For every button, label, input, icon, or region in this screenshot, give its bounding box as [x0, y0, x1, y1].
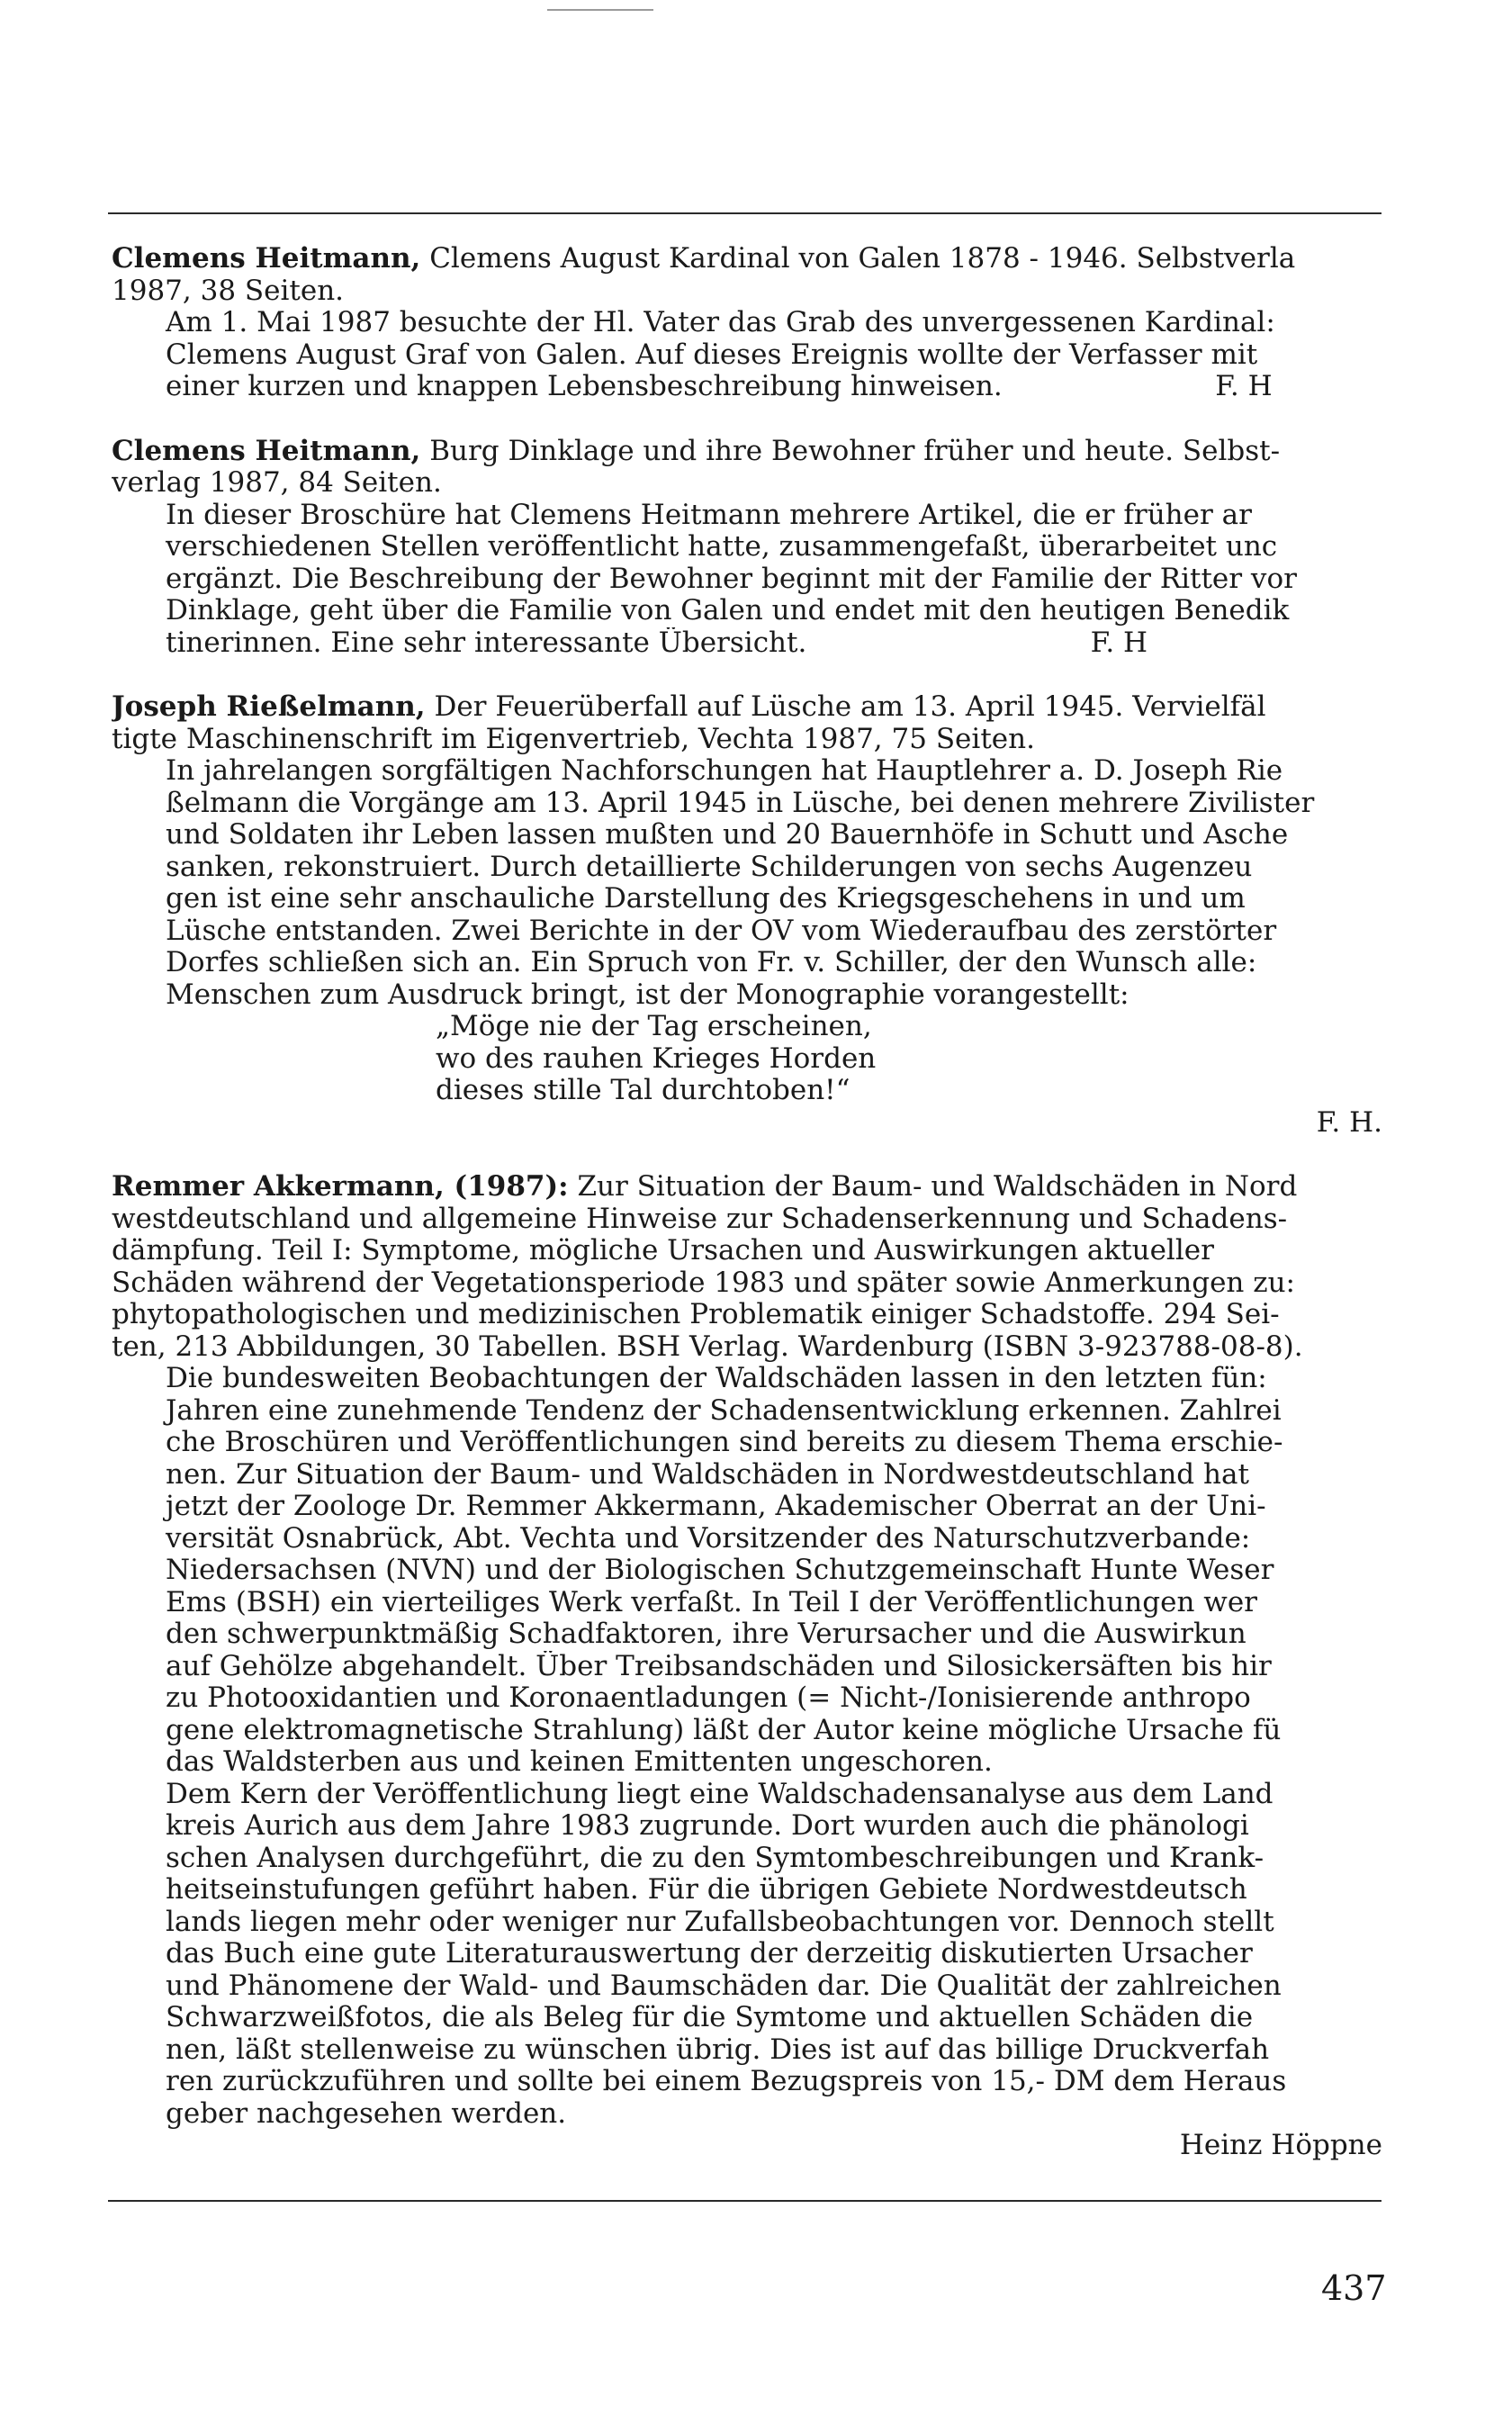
text-line [112, 691, 1390, 724]
text-line: phytopathologischen und medizinischen Problematik einiger Schadstoffe. 294 Sei- [112, 1299, 1280, 1330]
reviewer-signature: Heinz Höppne [1179, 2130, 1382, 2161]
review-entry [112, 436, 1390, 660]
text-line: 1987, 38 Seiten. [112, 275, 345, 307]
text-line: lands liegen mehr oder weniger nur Zufallsbeobachtungen vor. Dennoch stellt [166, 1906, 1274, 1938]
book-author: Joseph Rießelmann, [112, 691, 426, 723]
text-line: und Phänomene der Wald- und Baumschäden dar. Die Qualität der zahlreichen [166, 1970, 1282, 2002]
review-entry [112, 243, 1390, 403]
review-entry [112, 691, 1390, 1139]
reviewer-signature: F. H. [1316, 1106, 1382, 1139]
text-line: das Buch eine gute Literaturauswertung der derzeitig diskutierten Ursacher [166, 1938, 1253, 1970]
quote-line: „Möge nie der Tag erscheinen, [436, 1011, 872, 1042]
text-line: tigte Maschinenschrift im Eigenvertrieb, Vechta 1987, 75 Seiten. [112, 723, 1035, 755]
text-line: heitseinstufungen geführt haben. Für die übrigen Gebiete Nordwestdeutsch [166, 1874, 1247, 1906]
text-line: geber nachgesehen werden. [166, 2097, 567, 2130]
text-line: verschiedenen Stellen veröffentlicht hatte, zusammengefaßt, überarbeitet unc [166, 531, 1278, 563]
text-line: nen, läßt stellenweise zu wünschen übrig. Dies ist auf das billige Druckverfah [166, 2033, 1270, 2066]
text-line: das Waldsterben aus und keinen Emittenten ungeschoren. [166, 1746, 993, 1778]
text-line: ren zurückzuführen und sollte bei einem Bezugspreis von 15,- DM dem Heraus [166, 2066, 1287, 2097]
text-line: ten, 213 Abbildungen, 30 Tabellen. BSH Verlag. Wardenburg (ISBN 3-923788-08-8). [112, 1330, 1303, 1363]
text-line: ergänzt. Die Beschreibung der Bewohner beginnt mit der Familie der Ritter vor [166, 563, 1297, 595]
review-entry [112, 1171, 1390, 2162]
quote-line: wo des rauhen Krieges Horden [436, 1042, 877, 1075]
text-line: einer kurzen und knappen Lebensbeschreibung hinweisen. F. H [166, 371, 1273, 402]
book-author: Clemens Heitmann, [112, 243, 421, 275]
text-line: Clemens August Graf von Galen. Auf dieses Ereignis wollte der Verfasser mit [166, 338, 1258, 371]
text-line: Dem Kern der Veröffentlichung liegt eine Waldschadensanalyse aus dem Land [166, 1778, 1274, 1810]
text-line: auf Gehölze abgehandelt. Über Treibsandschäden und Silosickersäften bis hir [166, 1650, 1272, 1682]
text-line: Dinklage, geht über die Familie von Galen und endet mit den heutigen Benedik [166, 595, 1290, 627]
text-line: In dieser Broschüre hat Clemens Heitmann mehrere Artikel, die er früher ar [166, 499, 1252, 531]
text-line: sanken, rekonstruiert. Durch detaillierte Schilderungen von sechs Augenzeu [166, 851, 1253, 883]
text-line: In jahrelangen sorgfältigen Nachforschungen hat Hauptlehrer a. D. Joseph Rie [166, 755, 1283, 787]
text-line: kreis Aurich aus dem Jahre 1983 zugrunde. Dort wurden auch die phänologi [166, 1810, 1249, 1842]
text-line: westdeutschland und allgemeine Hinweise zur Schadenserkennung und Schadens- [112, 1203, 1288, 1235]
book-citation: Clemens August Kardinal von Galen 1878 - 1946. Selbstverla [420, 243, 1296, 275]
top-rule [108, 212, 1382, 214]
text-line: ßelmann die Vorgänge am 13. April 1945 in Lüsche, bei denen mehrere Zivilister [166, 787, 1315, 819]
text-line: Jahren eine zunehmende Tendenz der Schadensentwicklung erkennen. Zahlrei [166, 1394, 1282, 1427]
text-line [112, 436, 1390, 468]
text-line: Menschen zum Ausdruck bringt, ist der Monographie vorangestellt: [166, 978, 1130, 1011]
book-citation: Burg Dinklage und ihre Bewohner früher und heute. Selbst- [420, 435, 1281, 467]
text-line: Schwarzweißfotos, die als Beleg für die Symtome und aktuellen Schäden die [166, 2002, 1254, 2033]
book-citation: Zur Situation der Baum- und Waldschäden in Nord [568, 1171, 1298, 1203]
text-line: gene elektromagnetische Strahlung) läßt der Autor keine mögliche Ursache fü [166, 1714, 1282, 1746]
book-citation: Der Feuerüberfall auf Lüsche am 13. April 1945. Vervielfäl [425, 691, 1266, 723]
text-line: und Soldaten ihr Leben lassen mußten und 20 Bauernhöfe in Schutt und Asche [166, 819, 1289, 851]
text-line: che Broschüren und Veröffentlichungen sind bereits zu diesem Thema erschie- [166, 1427, 1283, 1458]
text-line: nen. Zur Situation der Baum- und Waldschäden in Nordwestdeutschland hat [166, 1458, 1249, 1491]
book-author: Clemens Heitmann, [112, 435, 421, 467]
book-author: Remmer Akkermann, (1987): [112, 1171, 569, 1203]
quote-line: dieses stille Tal durchtoben!“ [436, 1075, 850, 1106]
text-line: schen Analysen durchgeführt, die zu den Symtombeschreibungen und Krank- [166, 1842, 1264, 1874]
text-line: tinerinnen. Eine sehr interessante Übersicht. F. H [166, 627, 1148, 659]
text-line: Schäden während der Vegetationsperiode 1983 und später sowie Anmerkungen zu: [112, 1267, 1295, 1299]
top-decorative-line [547, 9, 653, 11]
text-line: Niedersachsen (NVN) und der Biologischen Schutzgemeinschaft Hunte Weser [166, 1555, 1274, 1586]
text-line: Lüsche entstanden. Zwei Berichte in der OV vom Wiederaufbau des zerstörter [166, 915, 1277, 947]
text-line: Am 1. Mai 1987 besuchte der Hl. Vater das Grab des unvergessenen Kardinal: [166, 307, 1275, 338]
bottom-rule [108, 2200, 1382, 2202]
text-line: gen ist eine sehr anschauliche Darstellung des Kriegsgeschehens in und um [166, 883, 1246, 915]
text-line [112, 243, 1390, 275]
text-line: jetzt der Zoologe Dr. Remmer Akkermann, Akademischer Oberrat an der Uni- [166, 1491, 1266, 1522]
page-number: 437 [1321, 2268, 1387, 2308]
text-line: Dorfes schließen sich an. Ein Spruch von Fr. v. Schiller, der den Wunsch alle: [166, 947, 1257, 978]
text-line: Ems (BSH) ein vierteiliges Werk verfaßt. In Teil I der Veröffentlichungen wer [166, 1586, 1257, 1618]
text-line: verlag 1987, 84 Seiten. [112, 467, 442, 499]
text-line: Die bundesweiten Beobachtungen der Waldschäden lassen in den letzten fün: [166, 1363, 1267, 1394]
text-line: den schwerpunktmäßig Schadfaktoren, ihre Verursacher und die Auswirkun [166, 1618, 1246, 1650]
review-column [112, 243, 1390, 2195]
text-line [112, 1171, 1390, 1203]
text-line: dämpfung. Teil I: Symptome, mögliche Ursachen und Auswirkungen aktueller [112, 1235, 1214, 1267]
text-line: zu Photooxidantien und Koronaentladungen (= Nicht-/Ionisierende anthropo [166, 1682, 1251, 1714]
text-line: versität Osnabrück, Abt. Vechta und Vorsitzender des Naturschutzverbande: [166, 1522, 1251, 1555]
